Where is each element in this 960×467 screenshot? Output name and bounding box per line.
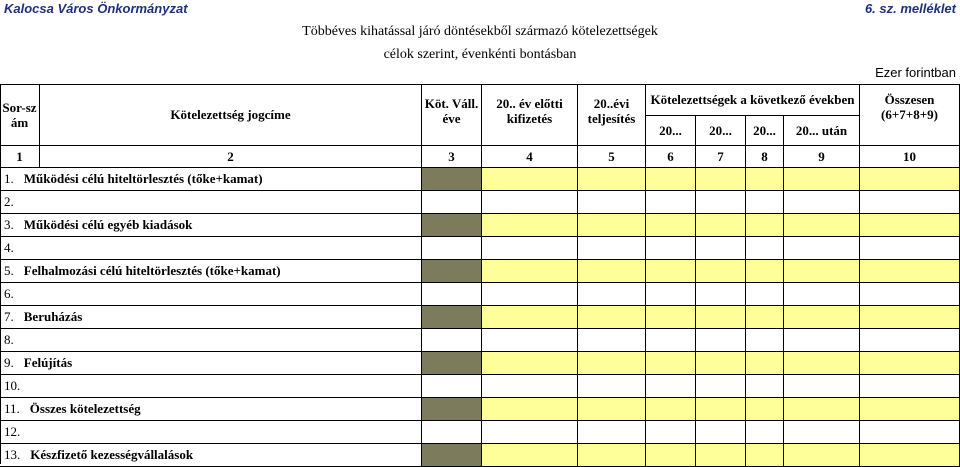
cell-kot-vall[interactable] bbox=[422, 329, 482, 352]
cell-col-8[interactable] bbox=[746, 191, 784, 214]
header-year-2-label: 20... bbox=[709, 123, 732, 138]
cell-col-4[interactable] bbox=[482, 421, 578, 444]
cell-kot-vall[interactable] bbox=[422, 444, 482, 467]
cell-col-5[interactable] bbox=[578, 168, 646, 191]
cell-col-6[interactable] bbox=[646, 421, 696, 444]
row-label: Beruházás bbox=[23, 309, 83, 324]
table-row bbox=[0, 444, 422, 467]
cell-col-5[interactable] bbox=[578, 237, 646, 260]
cell-col-9[interactable] bbox=[784, 306, 860, 329]
header-osszesen bbox=[860, 84, 960, 146]
table-row bbox=[0, 375, 422, 398]
cell-col-9[interactable] bbox=[784, 352, 860, 375]
table-row bbox=[0, 214, 422, 237]
cell-col-9[interactable] bbox=[784, 168, 860, 191]
cell-col-9[interactable] bbox=[784, 191, 860, 214]
cell-col-6[interactable] bbox=[646, 306, 696, 329]
cell-kot-vall[interactable] bbox=[422, 214, 482, 237]
cell-col-4[interactable] bbox=[482, 306, 578, 329]
cell-col-7[interactable] bbox=[696, 283, 746, 306]
table-row bbox=[0, 306, 422, 329]
row-number: 9. bbox=[4, 355, 14, 370]
column-number-7: 7 bbox=[696, 146, 746, 168]
header-year-2 bbox=[696, 116, 746, 146]
cell-col-9[interactable] bbox=[784, 375, 860, 398]
cell-col-7[interactable] bbox=[696, 375, 746, 398]
annex-label: 6. sz. melléklet bbox=[864, 1, 956, 16]
column-number-10: 10 bbox=[860, 146, 960, 168]
cell-col-5[interactable] bbox=[578, 398, 646, 421]
cell-col-9[interactable] bbox=[784, 398, 860, 421]
row-number: 6. bbox=[4, 286, 14, 301]
cell-col-8[interactable] bbox=[746, 260, 784, 283]
header-jogcim bbox=[40, 84, 422, 146]
table-row bbox=[0, 191, 422, 214]
row-number: 2. bbox=[4, 194, 14, 209]
column-number-1: 1 bbox=[0, 146, 40, 168]
cell-col-6[interactable] bbox=[646, 352, 696, 375]
cell-col-6[interactable] bbox=[646, 214, 696, 237]
cell-col-5[interactable] bbox=[578, 260, 646, 283]
cell-col-8[interactable] bbox=[746, 421, 784, 444]
cell-col-9[interactable] bbox=[784, 283, 860, 306]
header-kovetkezo bbox=[646, 84, 860, 116]
cell-col-4[interactable] bbox=[482, 168, 578, 191]
row-number: 7. bbox=[4, 309, 14, 324]
row-number: 4. bbox=[4, 240, 14, 255]
cell-col-8[interactable] bbox=[746, 168, 784, 191]
cell-kot-vall[interactable] bbox=[422, 191, 482, 214]
header-year-3 bbox=[746, 116, 784, 146]
cell-kot-vall[interactable] bbox=[422, 168, 482, 191]
cell-col-7[interactable] bbox=[696, 329, 746, 352]
cell-col-9[interactable] bbox=[784, 421, 860, 444]
cell-kot-vall[interactable] bbox=[422, 283, 482, 306]
cell-col-7[interactable] bbox=[696, 214, 746, 237]
row-label: Készfizető kezességvállalások bbox=[30, 447, 194, 462]
cell-col-8[interactable] bbox=[746, 352, 784, 375]
cell-col-5[interactable] bbox=[578, 283, 646, 306]
cell-kot-vall[interactable] bbox=[422, 260, 482, 283]
cell-col-4[interactable] bbox=[482, 283, 578, 306]
cell-col-10[interactable] bbox=[860, 191, 960, 214]
table-row bbox=[0, 421, 422, 444]
cell-col-6[interactable] bbox=[646, 191, 696, 214]
cell-col-5[interactable] bbox=[578, 191, 646, 214]
header-evi-label: 20..évi teljesítés bbox=[587, 96, 636, 126]
header-jogcim-label: Kötelezettség jogcíme bbox=[170, 107, 291, 122]
cell-col-4[interactable] bbox=[482, 375, 578, 398]
cell-col-8[interactable] bbox=[746, 214, 784, 237]
cell-col-10[interactable] bbox=[860, 352, 960, 375]
cell-col-4[interactable] bbox=[482, 352, 578, 375]
cell-kot-vall[interactable] bbox=[422, 398, 482, 421]
cell-col-9[interactable] bbox=[784, 444, 860, 467]
header-osszesen-label: Összesen (6+7+8+9) bbox=[881, 92, 938, 122]
header-kovetkezo-label: Kötelezettségek a következő években bbox=[650, 92, 855, 107]
cell-col-10[interactable] bbox=[860, 329, 960, 352]
cell-col-7[interactable] bbox=[696, 352, 746, 375]
table-row bbox=[0, 260, 422, 283]
cell-col-10[interactable] bbox=[860, 444, 960, 467]
row-label: Összes kötelezettség bbox=[29, 401, 141, 416]
header-kot-vall bbox=[422, 84, 482, 146]
title-line-1: Többéves kihatással járó döntésekből származó kötelezettségek bbox=[302, 24, 658, 39]
cell-kot-vall[interactable] bbox=[422, 421, 482, 444]
cell-col-6[interactable] bbox=[646, 398, 696, 421]
cell-col-7[interactable] bbox=[696, 444, 746, 467]
row-number: 12. bbox=[4, 424, 21, 439]
cell-col-6[interactable] bbox=[646, 329, 696, 352]
row-number: 1. bbox=[4, 171, 14, 186]
cell-col-8[interactable] bbox=[746, 329, 784, 352]
row-number: 8. bbox=[4, 332, 14, 347]
cell-col-5[interactable] bbox=[578, 306, 646, 329]
title-line-2: célok szerint, évenkénti bontásban bbox=[383, 47, 577, 62]
cell-col-10[interactable] bbox=[860, 283, 960, 306]
org-name: Kalocsa Város Önkormányzat bbox=[4, 1, 188, 16]
row-number: 3. bbox=[4, 217, 14, 232]
cell-col-10[interactable] bbox=[860, 375, 960, 398]
table-row bbox=[0, 168, 422, 191]
cell-col-6[interactable] bbox=[646, 375, 696, 398]
header-year-4 bbox=[784, 116, 860, 146]
row-number: 13. bbox=[4, 447, 21, 462]
cell-col-10[interactable] bbox=[860, 168, 960, 191]
cell-col-7[interactable] bbox=[696, 237, 746, 260]
cell-col-4[interactable] bbox=[482, 329, 578, 352]
column-number-3: 3 bbox=[422, 146, 482, 168]
cell-col-7[interactable] bbox=[696, 421, 746, 444]
cell-col-7[interactable] bbox=[696, 398, 746, 421]
cell-col-5[interactable] bbox=[578, 352, 646, 375]
header-sorszam-label: Sor-szám bbox=[2, 99, 37, 130]
header-elotti-label: 20.. év előtti kifizetés bbox=[496, 96, 563, 126]
cell-col-5[interactable] bbox=[578, 444, 646, 467]
table-row bbox=[0, 329, 422, 352]
header-year-1 bbox=[646, 116, 696, 146]
cell-col-4[interactable] bbox=[482, 214, 578, 237]
cell-col-7[interactable] bbox=[696, 191, 746, 214]
row-label: Felújítás bbox=[23, 355, 73, 370]
header-year-4-label: 20... után bbox=[795, 123, 848, 138]
table-row bbox=[0, 237, 422, 260]
cell-col-8[interactable] bbox=[746, 237, 784, 260]
row-number: 11. bbox=[4, 401, 20, 416]
row-number: 10. bbox=[4, 378, 21, 393]
cell-col-10[interactable] bbox=[860, 306, 960, 329]
cell-col-10[interactable] bbox=[860, 237, 960, 260]
cell-col-6[interactable] bbox=[646, 260, 696, 283]
header-year-1-label: 20... bbox=[659, 123, 682, 138]
column-number-5: 5 bbox=[578, 146, 646, 168]
cell-col-8[interactable] bbox=[746, 306, 784, 329]
row-label: Felhalmozási célú hiteltörlesztés (tőke+kamat) bbox=[23, 263, 281, 278]
header-elotti bbox=[482, 84, 578, 146]
cell-col-10[interactable] bbox=[860, 260, 960, 283]
cell-col-6[interactable] bbox=[646, 237, 696, 260]
cell-col-5[interactable] bbox=[578, 375, 646, 398]
cell-col-7[interactable] bbox=[696, 260, 746, 283]
cell-col-9[interactable] bbox=[784, 260, 860, 283]
cell-col-7[interactable] bbox=[696, 168, 746, 191]
cell-col-5[interactable] bbox=[578, 421, 646, 444]
table-row bbox=[0, 352, 422, 375]
cell-col-9[interactable] bbox=[784, 214, 860, 237]
table-row bbox=[0, 398, 422, 421]
cell-col-8[interactable] bbox=[746, 283, 784, 306]
cell-col-6[interactable] bbox=[646, 444, 696, 467]
column-number-2: 2 bbox=[40, 146, 422, 168]
cell-col-8[interactable] bbox=[746, 444, 784, 467]
cell-col-6[interactable] bbox=[646, 168, 696, 191]
cell-kot-vall[interactable] bbox=[422, 306, 482, 329]
cell-col-4[interactable] bbox=[482, 260, 578, 283]
cell-kot-vall[interactable] bbox=[422, 352, 482, 375]
header-kot-vall-label: Köt. Váll. éve bbox=[424, 96, 479, 126]
table-row bbox=[0, 283, 422, 306]
cell-col-8[interactable] bbox=[746, 398, 784, 421]
row-label: Működési célú hiteltörlesztés (tőke+kamat) bbox=[23, 171, 263, 186]
header-evi bbox=[578, 84, 646, 146]
row-label: Működési célú egyéb kiadások bbox=[23, 217, 193, 232]
cell-col-6[interactable] bbox=[646, 283, 696, 306]
cell-col-10[interactable] bbox=[860, 214, 960, 237]
cell-kot-vall[interactable] bbox=[422, 237, 482, 260]
cell-col-8[interactable] bbox=[746, 375, 784, 398]
cell-col-4[interactable] bbox=[482, 191, 578, 214]
column-number-9: 9 bbox=[784, 146, 860, 168]
cell-col-4[interactable] bbox=[482, 237, 578, 260]
cell-col-9[interactable] bbox=[784, 329, 860, 352]
column-number-4: 4 bbox=[482, 146, 578, 168]
header-year-3-label: 20... bbox=[753, 123, 776, 138]
row-number: 5. bbox=[4, 263, 14, 278]
cell-col-10[interactable] bbox=[860, 398, 960, 421]
obligations-table bbox=[0, 84, 960, 464]
cell-col-10[interactable] bbox=[860, 421, 960, 444]
cell-kot-vall[interactable] bbox=[422, 375, 482, 398]
unit-label: Ezer forintban bbox=[875, 65, 956, 80]
cell-col-5[interactable] bbox=[578, 329, 646, 352]
header-sorszam bbox=[0, 84, 40, 146]
cell-col-5[interactable] bbox=[578, 214, 646, 237]
cell-col-4[interactable] bbox=[482, 444, 578, 467]
cell-col-7[interactable] bbox=[696, 306, 746, 329]
cell-col-9[interactable] bbox=[784, 237, 860, 260]
column-number-6: 6 bbox=[646, 146, 696, 168]
column-number-8: 8 bbox=[746, 146, 784, 168]
cell-col-4[interactable] bbox=[482, 398, 578, 421]
